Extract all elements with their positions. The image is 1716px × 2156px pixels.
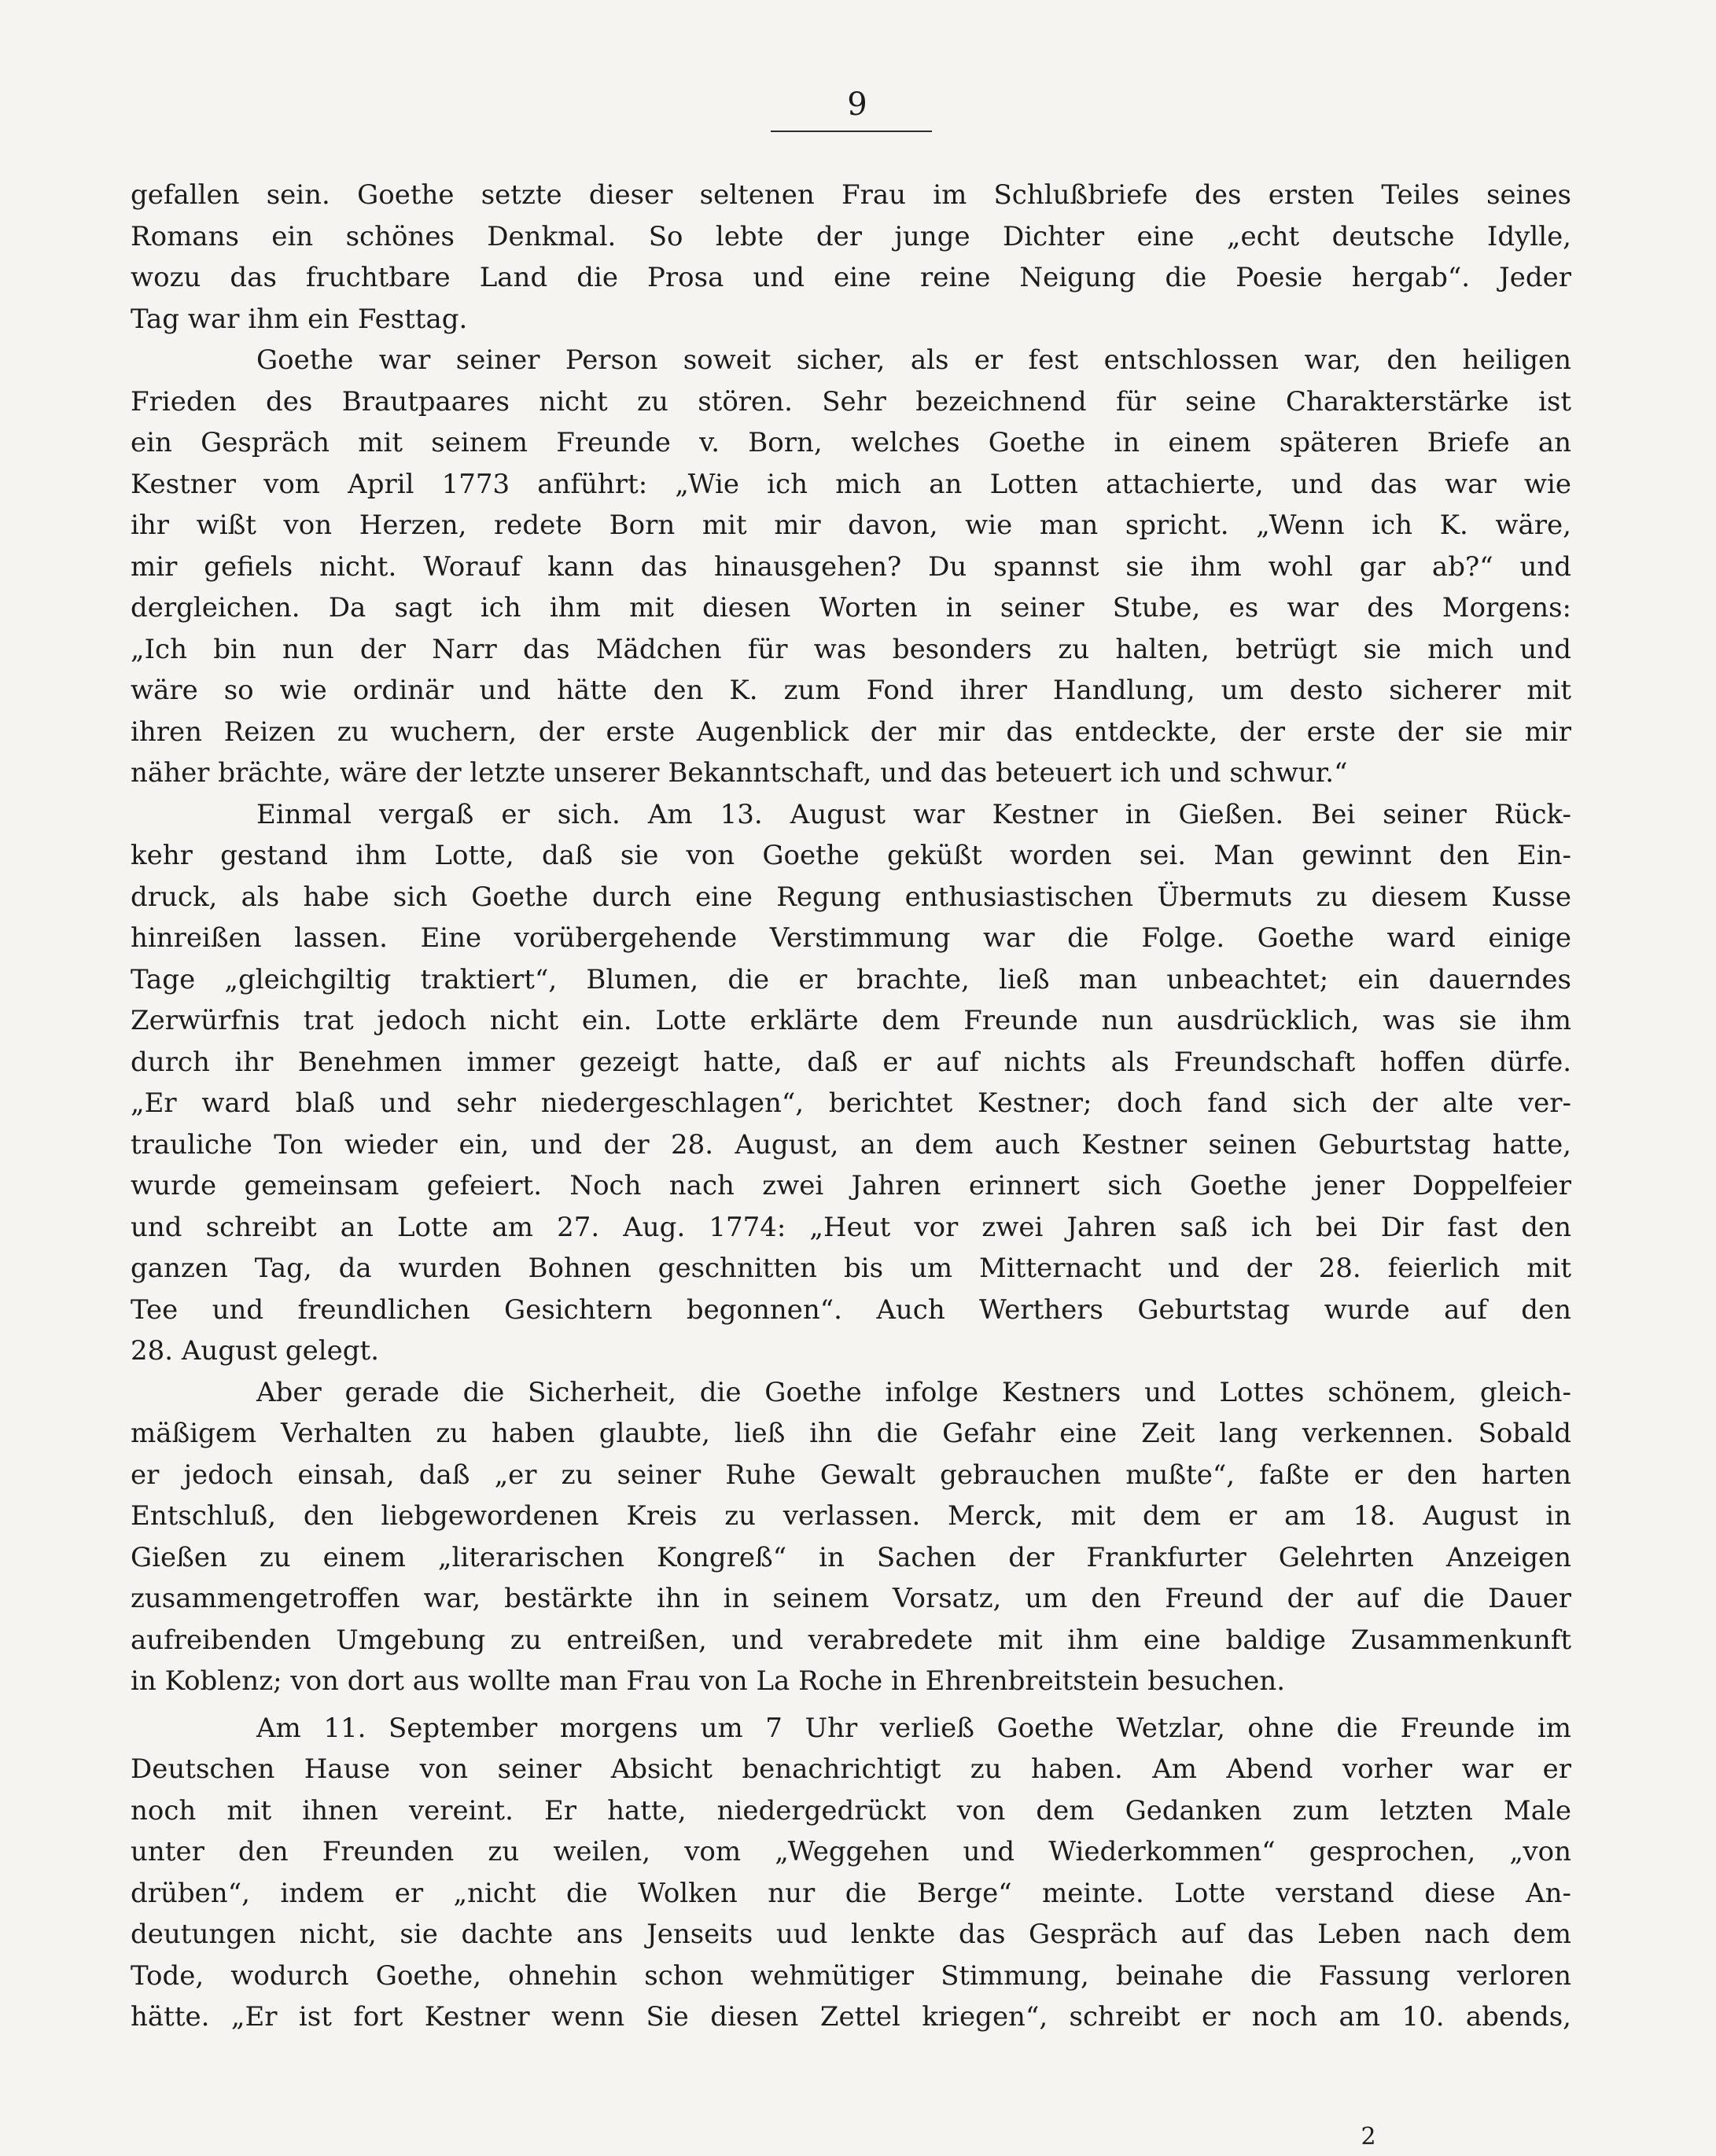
text-line: gefallen sein. Goethe setzte dieser seltenen Frau im Schlußbriefe des ersten Teiles seines [131, 179, 1571, 211]
text-line: in Koblenz; von dort aus wollte man Frau von La Roche in Ehrenbreitstein besuchen. [131, 1665, 1286, 1697]
text-line: 28. August gelegt. [131, 1335, 380, 1367]
text-line: wozu das fruchtbare Land die Prosa und eine reine Neigung die Poesie hergab“. Jeder [131, 262, 1571, 293]
text-line: noch mit ihnen vereint. Er hatte, niedergedrückt von dem Gedanken zum letzten Male [131, 1794, 1571, 1827]
signature-mark: 2 [1361, 2123, 1376, 2150]
text-line: Tode, wodurch Goethe, ohnehin schon wehmütiger Stimmung, beinahe die Fassung verloren [131, 1959, 1571, 1992]
text-line: zusammengetroffen war, bestärkte ihn in seinem Vorsatz, um den Freund der auf die Dauer [131, 1583, 1571, 1614]
text-line: druck, als habe sich Goethe durch eine Regung enthusiastischen Übermuts zu diesem Kusse [131, 881, 1571, 913]
text-line: Am 11. September morgens um 7 Uhr verließ Goethe Wetzlar, ohne die Freunde im [256, 1712, 1571, 1744]
text-line: Tag war ihm ein Festtag. [131, 303, 468, 335]
text-line: er jedoch einsah, daß „er zu seiner Ruhe Gewalt gebrauchen mußte“, faßte er den harten [131, 1459, 1571, 1491]
paragraph-gap [131, 1702, 1571, 1708]
text-line: Frieden des Brautpaares nicht zu stören. Sehr bezeichnend für seine Charakterstärke ist [131, 385, 1571, 418]
text-line: durch ihr Benehmen immer gezeigt hatte, daß er auf nichts als Freundschaft hoffen dürfe. [131, 1046, 1571, 1078]
text-line: Aber gerade die Sicherheit, die Goethe infolge Kestners und Lottes schönem, gleich- [256, 1376, 1571, 1408]
text-line: ein Gespräch mit seinem Freunde v. Born, welches Goethe in einem späteren Briefe an [131, 427, 1571, 458]
text-line: ihren Reizen zu wuchern, der erste Augenblick der mir das entdeckte, der erste der sie mir [131, 716, 1571, 748]
text-line: drüben“, indem er „nicht die Wolken nur die Berge“ meinte. Lotte verstand diese An- [131, 1877, 1571, 1909]
text-line: Tage „gleichgiltig traktiert“, Blumen, die er brachte, ließ man unbeachtet; ein dauerndes [131, 963, 1571, 995]
text-line: aufreibenden Umgebung zu entreißen, und verabredete mit ihm eine baldige Zusammenkunft [131, 1624, 1571, 1656]
text-line: wäre so wie ordinär und hätte den K. zum Fond ihrer Handlung, um desto sicherer mit [131, 675, 1571, 706]
text-line: wurde gemeinsam gefeiert. Noch nach zwei Jahren erinnert sich Goethe jener Doppelfeier [131, 1170, 1571, 1201]
paragraph [131, 794, 1571, 1372]
text-line: Zerwürfnis trat jedoch nicht ein. Lotte erklärte dem Freunde nun ausdrücklich, was sie ihm [131, 1005, 1571, 1036]
text-line: „Ich bin nun der Narr das Mädchen für was besonders zu halten, betrügt sie mich und [131, 633, 1571, 665]
text-line: Deutschen Hause von seiner Absicht benachrichtigt zu haben. Am Abend vorher war er [131, 1753, 1571, 1785]
text-line: deutungen nicht, sie dachte ans Jenseits uud lenkte das Gespräch auf das Leben nach dem [131, 1919, 1571, 1950]
text-line: mir gefiels nicht. Worauf kann das hinausgehen? Du spannst sie ihm wohl gar ab?“ und [131, 550, 1571, 583]
text-line: hinreißen lassen. Eine vorübergehende Verstimmung war die Folge. Goethe ward einige [131, 922, 1571, 954]
text-line: Entschluß, den liebgewordenen Kreis zu verlassen. Merck, mit dem er am 18. August in [131, 1500, 1571, 1532]
paragraph [131, 1708, 1571, 2038]
header-rule [771, 131, 932, 132]
page-number: 9 [847, 86, 867, 123]
text-line: unter den Freunden zu weilen, vom „Weggehen und Wiederkommen“ gesprochen, „von [131, 1836, 1571, 1867]
text-line: Kestner vom April 1773 anführt: „Wie ich mich an Lotten attachierte, und das war wie [131, 468, 1571, 500]
text-line: Tee und freundlichen Gesichtern begonnen“. Auch Werthers Geburtstag wurde auf den [131, 1293, 1571, 1326]
text-line: und schreibt an Lotte am 27. Aug. 1774: „Heut vor zwei Jahren saß ich bei Dir fast den [131, 1211, 1571, 1243]
text-line: näher brächte, wäre der letzte unserer Bekanntschaft, und das beteuert ich und schwur.“ [131, 757, 1348, 789]
paragraph [131, 1372, 1571, 1702]
text-line: Goethe war seiner Person soweit sicher, als er fest entschlossen war, den heiligen [256, 344, 1571, 376]
text-line: Romans ein schönes Denkmal. So lebte der junge Dichter eine „echt deutsche Idylle, [131, 220, 1571, 252]
text-line: mäßigem Verhalten zu haben glaubte, ließ ihn die Gefahr eine Zeit lang verkennen. Sobald [131, 1418, 1571, 1449]
text-line: „Er ward blaß und sehr niedergeschlagen“, berichtet Kestner; doch fand sich der alte ver- [131, 1087, 1571, 1119]
text-line: trauliche Ton wieder ein, und der 28. August, an dem auch Kestner seinen Geburtstag hatte, [131, 1128, 1571, 1161]
text-line: Einmal vergaß er sich. Am 13. August war Kestner in Gießen. Bei seiner Rück- [256, 798, 1571, 830]
text-line: kehr gestand ihm Lotte, daß sie von Goethe geküßt worden sei. Man gewinnt den Ein- [131, 840, 1571, 871]
paragraph [131, 340, 1571, 794]
text-line: ganzen Tag, da wurden Bohnen geschnitten bis um Mitternacht und der 28. feierlich mit [131, 1253, 1571, 1284]
paragraph [131, 175, 1571, 340]
text-line: hätte. „Er ist fort Kestner wenn Sie diesen Zettel kriegen“, schreibt er noch am 10. abends, [131, 2001, 1571, 2033]
text-line: dergleichen. Da sagt ich ihm mit diesen Worten in seiner Stube, es war des Morgens: [131, 592, 1571, 624]
body-text [131, 175, 1571, 2038]
text-line: Gießen zu einem „literarischen Kongreß“ in Sachen der Frankfurter Gelehrten Anzeigen [131, 1541, 1571, 1573]
text-line: ihr wißt von Herzen, redete Born mit mir davon, wie man spricht. „Wenn ich K. wäre, [131, 510, 1571, 541]
